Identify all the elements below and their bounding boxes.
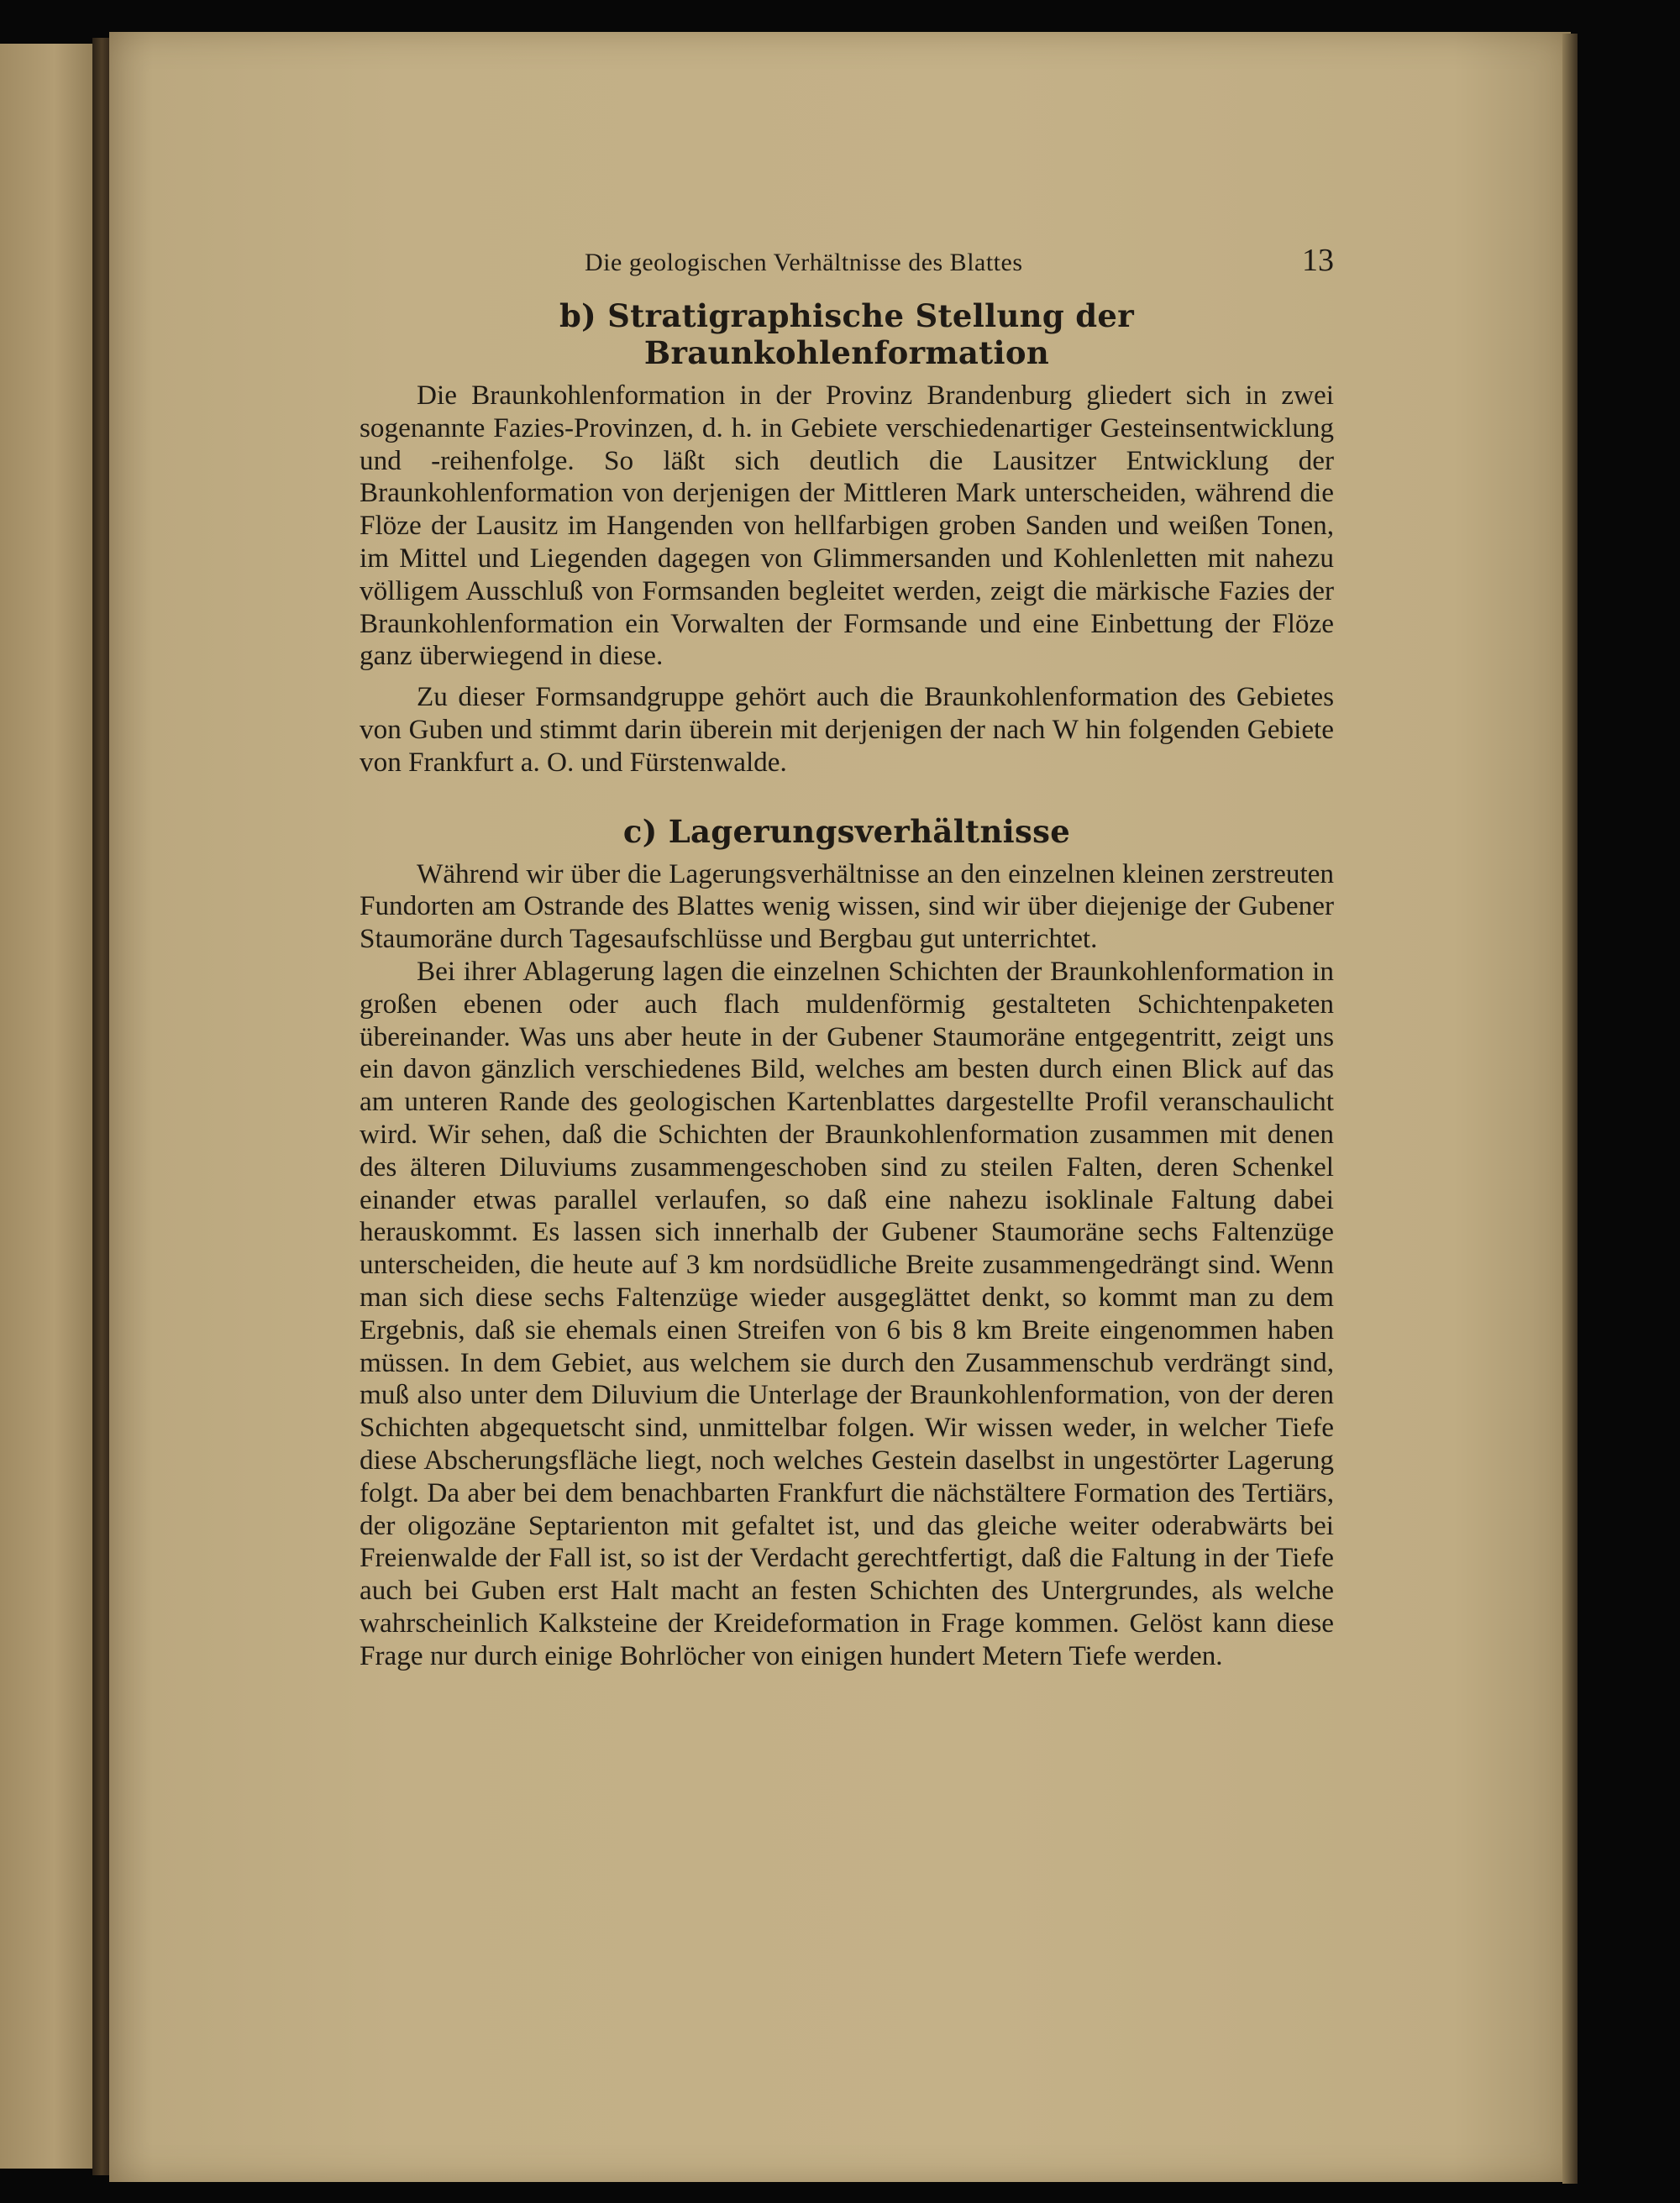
- book-gutter: [92, 38, 111, 2175]
- page-content: [360, 242, 1334, 1672]
- page-right-edge: [1562, 34, 1578, 2184]
- previous-page-edge: [0, 44, 99, 2169]
- section-b-paragraph-1: Die Braunkohlenformation in der Provinz Brandenburg gliedert sich in zwei sogenannte Fazies-Provinzen, d. h. in Gebiete verschiedenartiger Gesteinsentwicklung und -reihenfolge. So läßt sich deutlich die Lausitzer Entwicklung der Braunkohlenformation von derjenigen der Mittleren Mark unterscheiden, während die Flöze der Lausitz im Hangenden von hellfarbigen groben Sanden und weißen Tonen, im Mittel und Liegenden dagegen von Glimmersanden und Kohlenletten mit nahezu völligem Ausschluß von Formsanden begleitet werden, zeigt die märkische Fazies der Braunkohlenformation ein Vorwalten der Formsande und eine Einbettung der Flöze ganz überwiegend in diese.: [360, 380, 1334, 672]
- section-c-paragraph-1: Während wir über die Lagerungsverhältnisse an den einzelnen kleinen zerstreuten Fundorten am Ostrande des Blattes wenig wissen, sind wir über diejenige der Gubener Staumoräne durch Tagesaufschlüsse und Bergbau gut unterrichtet.: [360, 858, 1334, 955]
- section-b-paragraph-2: Zu dieser Formsandgruppe gehört auch die Braunkohlenformation des Gebietes von Guben und stimmt darin überein mit derjenigen der nach W hin folgenden Gebiete von Frankfurt a. O. und Fürstenwalde.: [360, 681, 1334, 778]
- running-head-title: Die geologischen Verhältnisse des Blattes: [585, 249, 1023, 276]
- section-c-heading: c) Lagerungsverhältnisse: [622, 812, 1071, 850]
- section-c-paragraph-2: Bei ihrer Ablagerung lagen die einzelnen Schichten der Braunkohlenformation in großen ebenen oder auch flach muldenförmig gestalteten Schichtenpaketen übereinander. Was uns aber heute in der Gubener Staumoräne entgegentritt, zeigt uns ein davon gänzlich verschiedenes Bild, welches am besten durch einen Blick auf das am unteren Rande des geologischen Kartenblattes dargestellte Profil veranschaulicht wird. Wir sehen, daß die Schichten der Braunkohlenformation zusammen mit denen des älteren Diluviums zusammengeschoben sind zu steilen Falten, deren Schenkel einander etwas parallel verlaufen, so daß eine nahezu isoklinale Faltung dabei herauskommt. Es lassen sich innerhalb der Gubener Staumoräne sechs Faltenzüge unterscheiden, die heute auf 3 km nordsüdliche Breite zusammengedrängt sind. Wenn man sich diese sechs Faltenzüge wieder ausgeglättet denkt, so kommt man zu dem Ergebnis, daß sie ehemals einen Streifen von 6 bis 8 km Breite eingenommen haben müssen. In dem Gebiet, aus welchem sie durch den Zusammenschub verdrängt sind, muß also unter dem Diluvium die Unterlage der Braunkohlenformation, von der deren Schichten abgequetscht sind, unmittelbar folgen. Wir wissen weder, in welcher Tiefe diese Abscherungsfläche liegt, noch welches Gestein daselbst in ungestörter Lagerung folgt. Da aber bei dem benachbarten Frankfurt die nächstältere Formation des Tertiärs, der oligozäne Septarienton mit gefaltet ist, und das gleiche weiter oderabwärts bei Freienwalde der Fall ist, so ist der Verdacht gerechtfertigt, daß die Faltung in der Tiefe auch bei Guben erst Halt macht an festen Schichten des Untergrundes, als welche wahrscheinlich Kalksteine der Kreideformation in Frage kommen. Gelöst kann diese Frage nur durch einige Bohrlöcher von einigen hundert Metern Tiefe werden.: [360, 955, 1334, 1671]
- page-number: 13: [1302, 243, 1334, 278]
- section-b-heading: b) Stratigraphische Stellung der Braunkohlenformation: [559, 297, 1135, 371]
- running-head: [360, 242, 1334, 286]
